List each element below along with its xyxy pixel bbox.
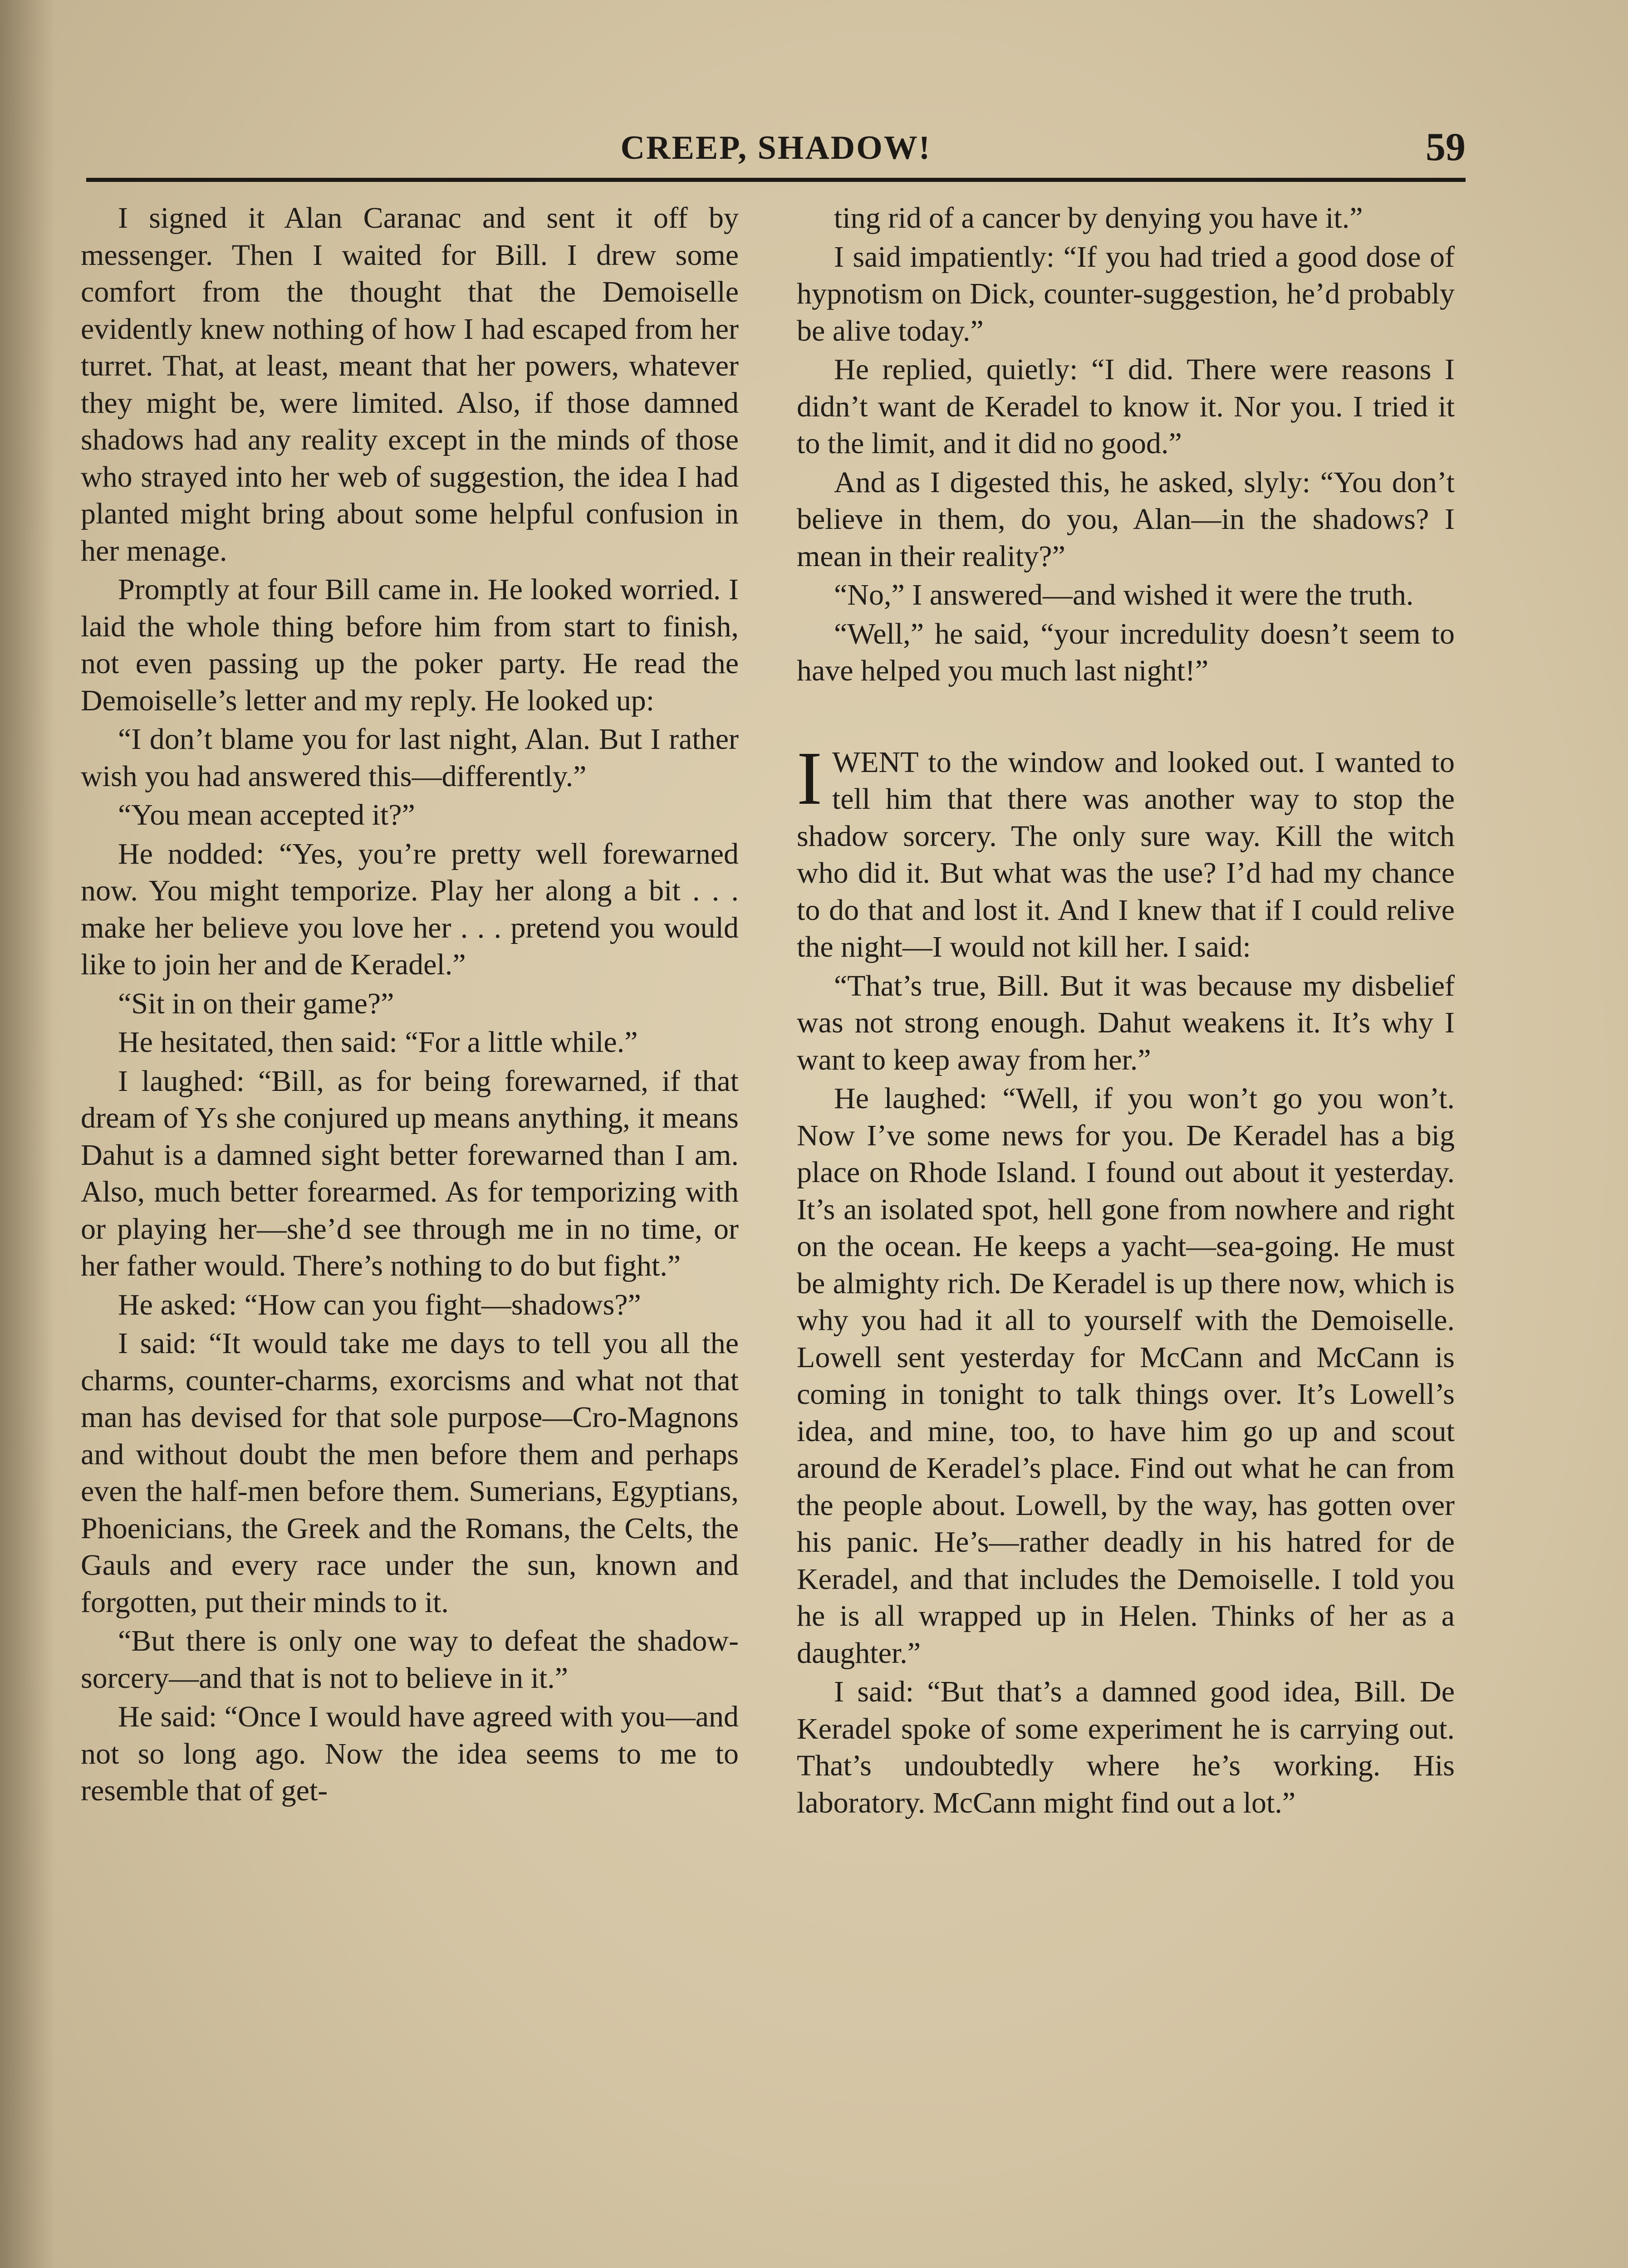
paragraph: “Well,” he said, “your incredulity doesn’t seem to have helped you much last night!” — [797, 617, 1455, 687]
paragraph: He replied, quietly: “I did. There were reasons I didn’t want de Keradel to know it. Nor you. I tried it to the limit, and it did no good.” — [797, 353, 1455, 460]
paragraph: I said: “But that’s a damned good idea, Bill. De Keradel spoke of some experiment he is carrying out. That’s undoubtedly where he’s working. His laboratory. McCann might find out a lot.” — [797, 1675, 1455, 1819]
header-rule — [86, 178, 1466, 182]
page-number: 59 — [1426, 125, 1466, 169]
paragraph: I said impatiently: “If you had tried a good dose of hypnotism on Dick, counter-suggestion, he’d probably be alive today.” — [797, 240, 1455, 347]
paragraph: I said: “It would take me days to tell you all the charms, counter-charms, exorcisms and what not that man has devised for that sole purpose—Cro-Magnons and without doubt the men before them and perhaps even the half-men before them. Sumerians, Egyptians, Phoenicians, the Greek and the Romans, the Celts, the Gauls and every race under the sun, known and forgotten, put their minds to it. — [81, 1327, 739, 1619]
page-shadow-left — [0, 0, 54, 2268]
paragraph: “But there is only one way to defeat the shadow-sorcery—and that is not to believe in it.” — [81, 1624, 739, 1695]
paragraph: “Sit in on their game?” — [118, 987, 394, 1020]
paragraph: Promptly at four Bill came in. He looked worried. I laid the whole thing before him from start to finish, not even passing up the poker party. He read the Demoiselle’s letter and my reply. He looked up: — [81, 573, 739, 717]
paragraph: ting rid of a cancer by denying you have it.” — [834, 201, 1363, 235]
paragraph: And as I digested this, he asked, slyly: “You don’t believe in them, do you, Alan—in the shadows? I mean in their reality?” — [797, 465, 1455, 573]
paragraph: I laughed: “Bill, as for being forewarned, if that dream of Ys she conjured up means anything, it means Dahut is a damned sight better forewarned than I am. Also, much better forearmed. As for temporizing with or playing her—she’d see through me in no time, or her father would. There’s nothing to do but fight.” — [81, 1064, 739, 1282]
section-opening-text: WENT to the window and looked out. I wanted to tell him that there was another way to stop the shadow sorcery. The only sure way. Kill the witch who did it. But what was the use? I’d had my chance to do that and lost it. And I knew that if I could relive the night—I would not kill her. I said: — [797, 745, 1455, 963]
paragraph: “That’s true, Bill. But it was because my disbelief was not strong enough. Dahut weakens it. It’s why I want to keep away from her.” — [797, 969, 1455, 1076]
running-head — [86, 123, 1466, 178]
left-column — [81, 200, 739, 1811]
running-title: CREEP, SHADOW! — [620, 129, 932, 166]
paragraph: “You mean accepted it?” — [118, 798, 415, 831]
paragraph: He asked: “How can you fight—shadows?” — [118, 1288, 641, 1321]
paragraph: He laughed: “Well, if you won’t go you won’t. Now I’ve some news for you. De Keradel has a big place on Rhode Island. I found out about it yesterday. It’s an isolated spot, hell gone from nowhere and right on the ocean. He keeps a yacht—sea-going. He must be almighty rich. De Keradel is up there now, which is why you had it all to yourself with the Demoiselle. Lowell sent yesterday for McCann and McCann is coming in tonight to talk things over. It’s Lowell’s idea, and mine, too, to have him go up and scout around de Keradel’s place. Find out what he can from the people about. Lowell, by the way, has gotten over his panic. He’s—rather deadly in his hatred for de Keradel, and that includes the Demoiselle. I told you he is all wrapped up in Helen. Thinks of her as a daughter.” — [797, 1082, 1455, 1670]
paragraph: I signed it Alan Caranac and sent it off by messenger. Then I waited for Bill. I drew some comfort from the thought that the Demoiselle evidently knew nothing of how I had escaped from her turret. That, at least, meant that her powers, whatever they might be, were limited. Also, if those damned shadows had any reality except in the minds of those who strayed into her web of suggestion, the idea I had planted might bring about some helpful confusion in her menage. — [81, 201, 739, 567]
paragraph: He nodded: “Yes, you’re pretty well forewarned now. You might temporize. Play her along a bit . . . make her believe you love her . . . pretend you would like to join her and de Keradel.” — [81, 837, 739, 981]
paragraph: “I don’t blame you for last night, Alan. But I rather wish you had answered this—differently.” — [81, 723, 739, 793]
paragraph: He said: “Once I would have agreed with you—and not so long ago. Now the idea seems to me to resemble that of get- — [81, 1700, 739, 1807]
paragraph: He hesitated, then said: “For a little while.” — [118, 1026, 638, 1059]
section-opening-paragraph — [797, 736, 1455, 966]
paragraph: “No,” I answered—and wished it were the truth. — [834, 578, 1414, 611]
right-column — [797, 200, 1455, 1823]
drop-cap: I — [797, 736, 822, 821]
